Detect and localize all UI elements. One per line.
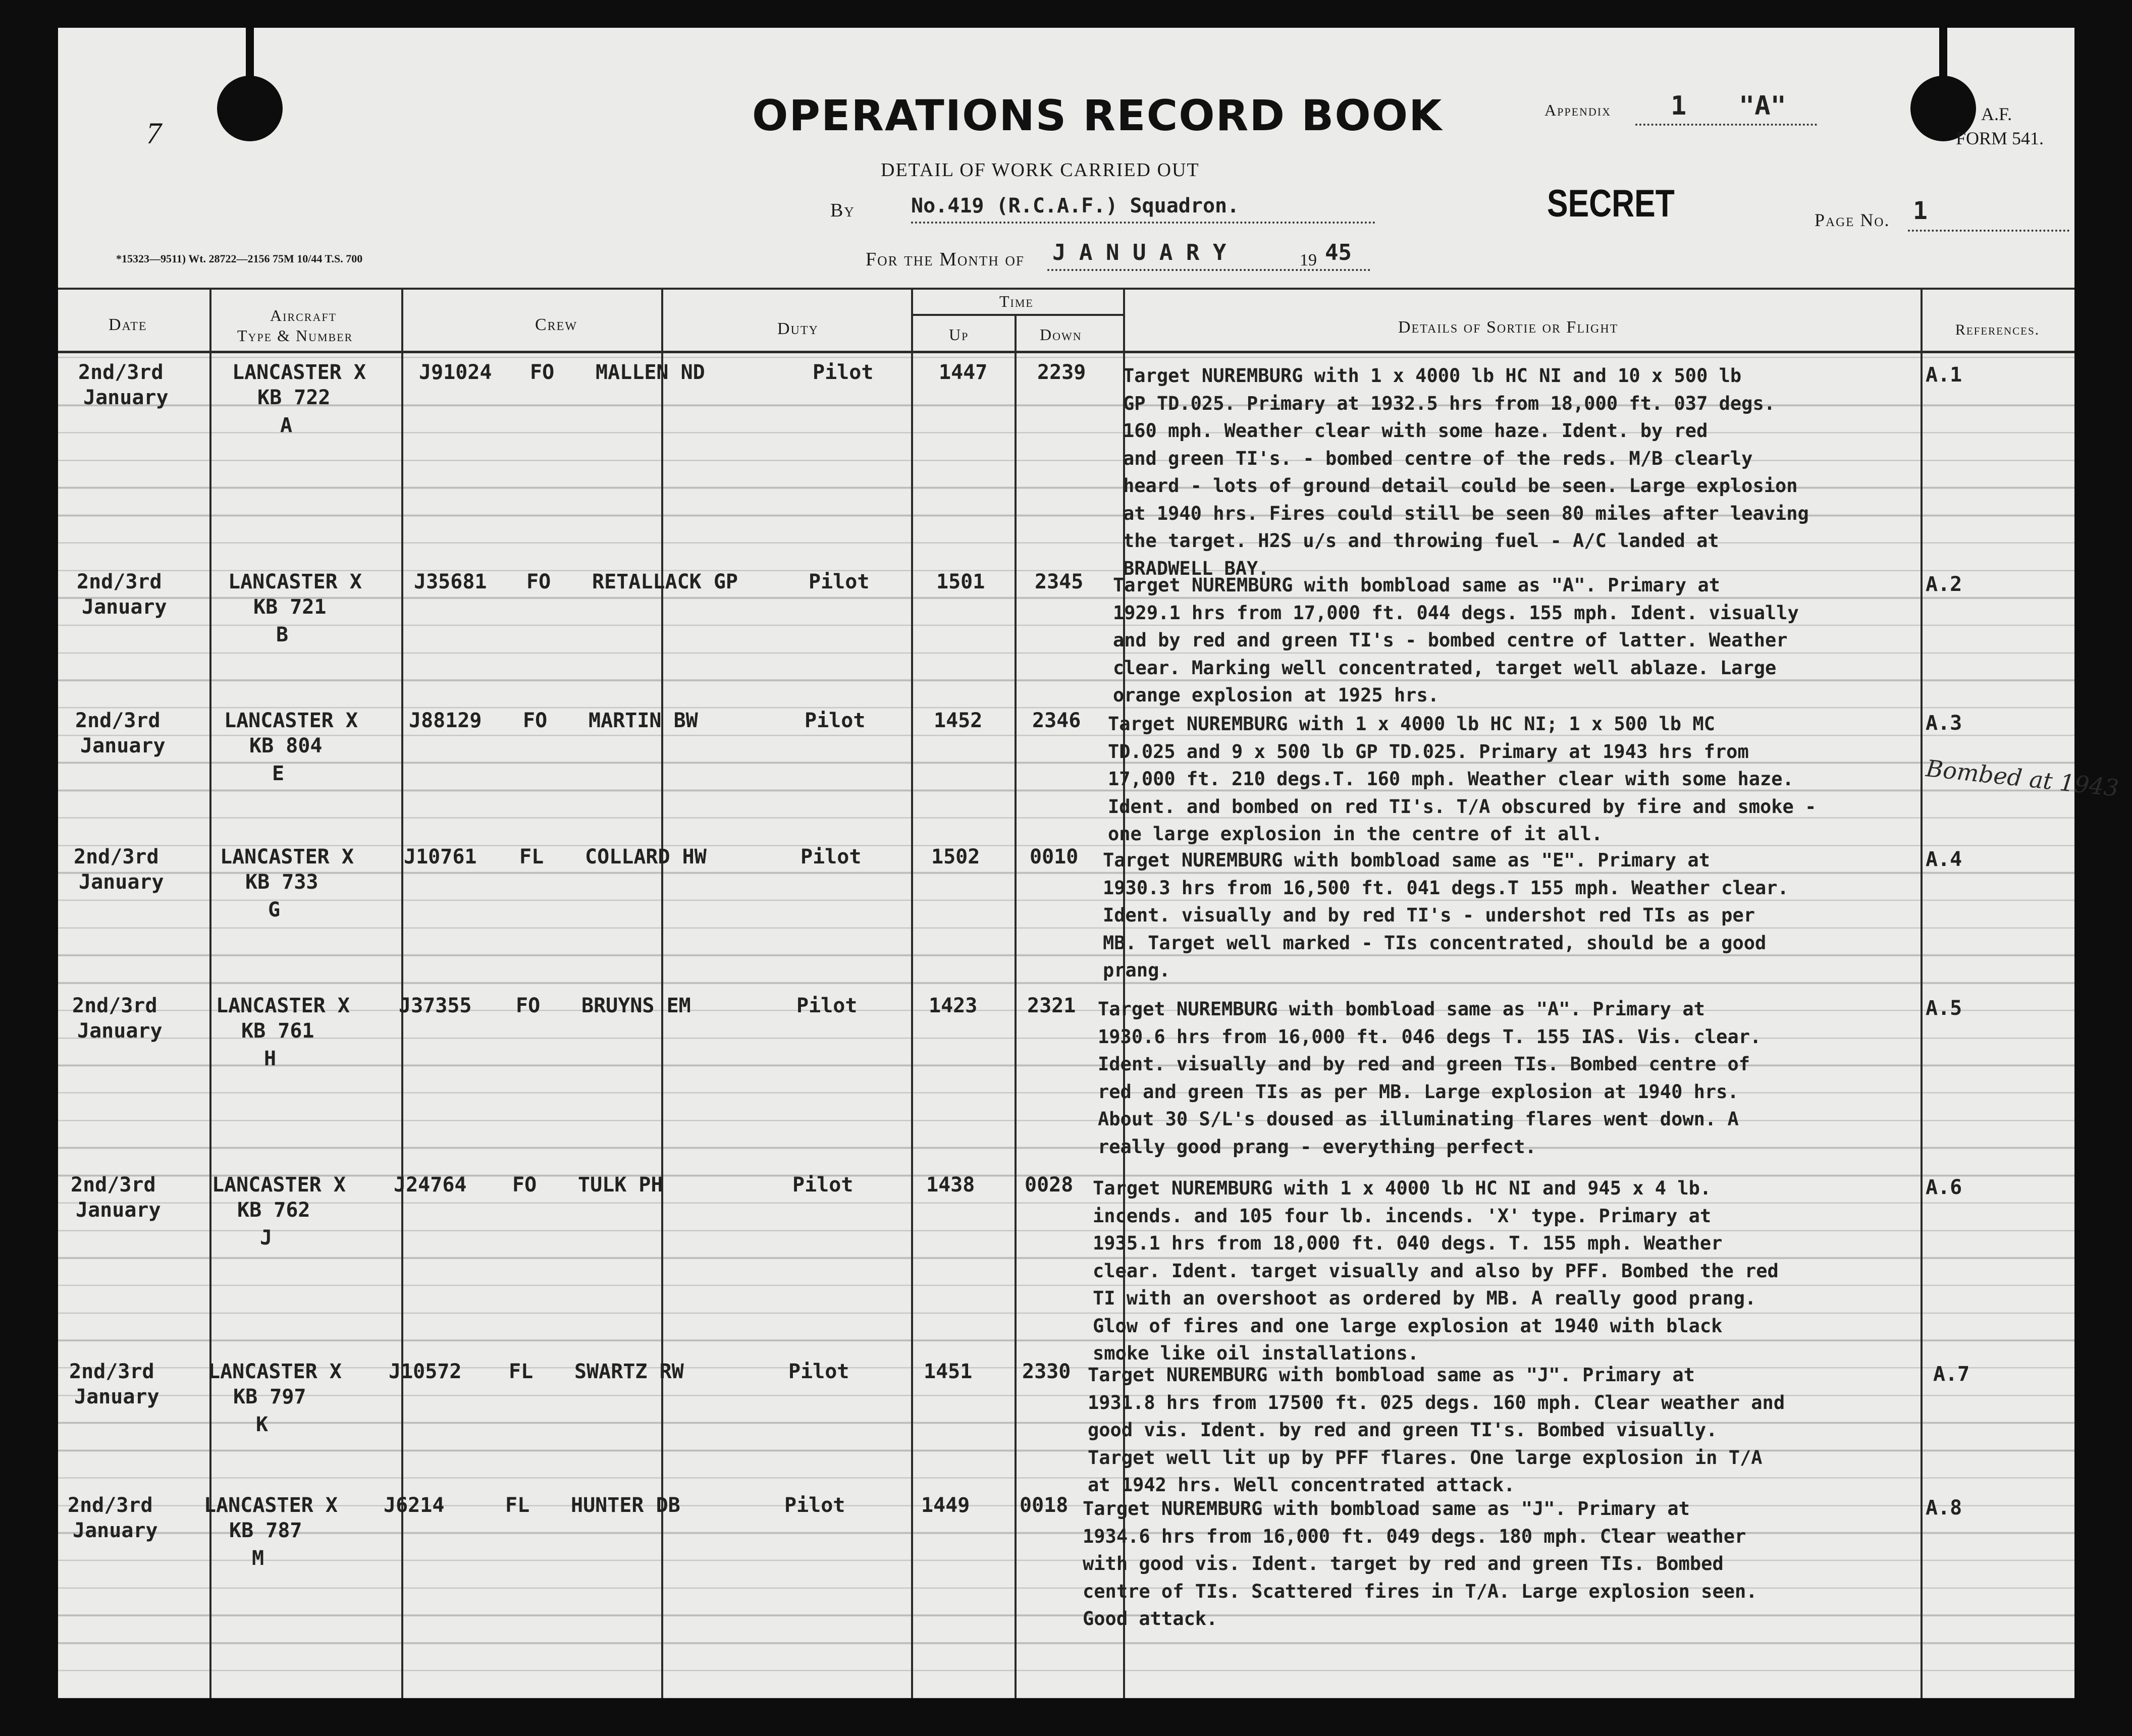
aircraft-letter: B bbox=[276, 623, 289, 646]
appendix-label: Appendix bbox=[1544, 101, 1612, 119]
appendix-value: 1 bbox=[1671, 91, 1687, 121]
crew-name: COLLARD HW bbox=[585, 845, 707, 869]
sortie-details-line: at 1942 hrs. Well concentrated attack. bbox=[1088, 1474, 1515, 1496]
secret-stamp: SECRET bbox=[1547, 182, 1675, 225]
sortie-details-line: really good prang - everything perfect. bbox=[1098, 1135, 1536, 1158]
sortie-details-line: heard - lots of ground detail could be seen. Large explosion bbox=[1123, 475, 1798, 497]
crew-name: MARTIN BW bbox=[589, 709, 698, 732]
time-up: 1449 bbox=[921, 1494, 970, 1517]
corner-mark: 7 bbox=[146, 117, 162, 150]
sortie-details-line: MB. Target well marked - TIs concentrated, should be a good bbox=[1103, 932, 1767, 954]
sortie-details bbox=[1103, 847, 1910, 985]
handwritten-note: Bombed at 1943 bbox=[1925, 754, 2120, 802]
duty: Pilot bbox=[792, 1173, 854, 1197]
reference: A.5 bbox=[1926, 997, 1962, 1020]
sortie-details bbox=[1108, 711, 1915, 848]
appendix-line bbox=[1635, 124, 1817, 126]
aircraft-type: LANCASTER X bbox=[212, 1173, 346, 1197]
duty: Pilot bbox=[788, 1360, 849, 1383]
sortie-details-line: Target NUREMBURG with bombload same as "E". Primary at bbox=[1103, 849, 1710, 871]
sortie-details bbox=[1083, 1495, 1890, 1633]
sortie-details-line: 1934.6 hrs from 16,000 ft. 049 degs. 180 mph. Clear weather bbox=[1083, 1525, 1746, 1547]
sortie-details-line: Glow of fires and one large explosion at 1940 with black bbox=[1093, 1315, 1723, 1337]
aircraft-type: LANCASTER X bbox=[232, 361, 366, 384]
aircraft-letter: J bbox=[260, 1226, 273, 1250]
time-up: 1501 bbox=[936, 570, 985, 593]
month-label: For the Month of bbox=[866, 249, 1025, 270]
col-header-aircraft-2: Type & Number bbox=[237, 327, 353, 345]
aircraft-number: KB 733 bbox=[245, 871, 318, 894]
sortie-details-line: About 30 S/L's doused as illuminating flares went down. A bbox=[1098, 1108, 1739, 1130]
aircraft-type: LANCASTER X bbox=[220, 845, 354, 869]
col-border-duty bbox=[911, 288, 913, 1698]
sortie-details-line: Target NUREMBURG with bombload same as "A". Primary at bbox=[1098, 998, 1705, 1020]
time-down: 0010 bbox=[1030, 845, 1079, 869]
sortie-details-line: 1930.6 hrs from 16,000 ft. 046 degs T. 155 IAS. Vis. clear. bbox=[1098, 1025, 1762, 1048]
squadron-name: No.419 (R.C.A.F.) Squadron. bbox=[911, 194, 1240, 218]
aircraft-number: KB 721 bbox=[253, 595, 327, 619]
sortie-details-line: 17,000 ft. 210 degs.T. 160 mph. Weather clear with some haze. bbox=[1108, 768, 1794, 790]
aircraft-letter: A bbox=[280, 414, 293, 437]
sortie-details-line: BRADWELL BAY. bbox=[1123, 557, 1269, 579]
sortie-details-line: and by red and green TI's - bombed centre of latter. Weather bbox=[1113, 629, 1788, 651]
col-header-crew: Crew bbox=[535, 315, 577, 334]
crew-rank: FO bbox=[530, 361, 555, 384]
aircraft-type: LANCASTER X bbox=[208, 1360, 342, 1383]
sortie-details-line: orange explosion at 1925 hrs. bbox=[1113, 684, 1440, 706]
crew-rank: FL bbox=[519, 845, 544, 869]
duty: Pilot bbox=[784, 1494, 845, 1517]
page-subtitle: DETAIL OF WORK CARRIED OUT bbox=[881, 159, 1200, 181]
sortie-details-line: prang. bbox=[1103, 959, 1170, 981]
crew-name: HUNTER DB bbox=[571, 1494, 680, 1517]
sortie-details-line: Target NUREMBURG with 1 x 4000 lb HC NI and 945 x 4 lb. bbox=[1093, 1177, 1712, 1199]
month-value: J A N U A R Y bbox=[1052, 240, 1227, 265]
record-date-line-1: 2nd/3rd bbox=[71, 1173, 156, 1197]
sortie-details-line: red and green TIs as per MB. Large explosion at 1940 hrs. bbox=[1098, 1080, 1739, 1103]
time-subheader-border bbox=[911, 314, 1123, 316]
month-line bbox=[1047, 269, 1370, 271]
table-top-border bbox=[58, 288, 2074, 290]
record-date-line-2: January bbox=[77, 1019, 163, 1043]
page-no-label: Page No. bbox=[1815, 210, 1890, 230]
header-band bbox=[58, 28, 2074, 351]
form-line-2: FORM 541. bbox=[1956, 128, 2044, 148]
sortie-details-line: Target NUREMBURG with bombload same as "A". Primary at bbox=[1113, 574, 1720, 596]
time-down: 2330 bbox=[1022, 1360, 1071, 1383]
page-no-line bbox=[1908, 230, 2069, 232]
record-date-line-1: 2nd/3rd bbox=[72, 994, 157, 1017]
crew-service-number: J24764 bbox=[394, 1173, 467, 1197]
record-date-line-2: January bbox=[74, 1385, 159, 1408]
sortie-details-line: and green TI's. - bombed centre of the reds. M/B clearly bbox=[1123, 447, 1753, 469]
sortie-details-line: Target NUREMBURG with 1 x 4000 lb HC NI and 10 x 500 lb bbox=[1123, 365, 1742, 387]
sortie-details-line: centre of TIs. Scattered fires in T/A. Large explosion seen. bbox=[1083, 1580, 1757, 1602]
aircraft-number: KB 761 bbox=[241, 1019, 314, 1043]
sortie-details-line: one large explosion in the centre of it all. bbox=[1108, 823, 1603, 845]
record-date-line-2: January bbox=[76, 1199, 161, 1222]
page-no-value: 1 bbox=[1913, 197, 1928, 225]
time-down: 0018 bbox=[1020, 1494, 1069, 1517]
time-up: 1451 bbox=[924, 1360, 973, 1383]
aircraft-type: LANCASTER X bbox=[216, 994, 350, 1017]
crew-rank: FO bbox=[516, 994, 541, 1017]
col-header-duty: Duty bbox=[777, 319, 819, 338]
sortie-details-line: 1935.1 hrs from 18,000 ft. 040 degs. T. 155 mph. Weather bbox=[1093, 1232, 1723, 1254]
col-header-references: References. bbox=[1955, 321, 2040, 338]
col-border-crew bbox=[661, 288, 663, 1698]
col-header-details: Details of Sortie or Flight bbox=[1398, 318, 1619, 337]
col-header-aircraft-1: Aircraft bbox=[270, 306, 337, 324]
sortie-details-line: Target well lit up by PFF flares. One large explosion in T/A bbox=[1088, 1446, 1763, 1469]
crew-service-number: J10572 bbox=[389, 1360, 462, 1383]
time-down: 2321 bbox=[1027, 994, 1076, 1017]
sortie-details-line: TI with an overshoot as ordered by MB. A really good prang. bbox=[1093, 1287, 1756, 1309]
sortie-details-line: Target NUREMBURG with 1 x 4000 lb HC NI; 1 x 500 lb MC bbox=[1108, 713, 1715, 735]
sortie-details-line: 1931.8 hrs from 17500 ft. 025 degs. 160 mph. Clear weather and bbox=[1088, 1391, 1785, 1414]
page-title: OPERATIONS RECORD BOOK bbox=[752, 91, 1443, 140]
duty: Pilot bbox=[801, 845, 862, 869]
reference: A.3 bbox=[1926, 712, 1962, 735]
record-date-line-2: January bbox=[82, 595, 167, 619]
aircraft-type: LANCASTER X bbox=[224, 709, 358, 732]
crew-name: BRUYNS EM bbox=[581, 994, 691, 1017]
reference: A.4 bbox=[1926, 848, 1962, 871]
time-down: 2346 bbox=[1032, 709, 1081, 732]
aircraft-number: KB 787 bbox=[229, 1519, 302, 1542]
sortie-details-line: Target NUREMBURG with bombload same as "J". Primary at bbox=[1088, 1364, 1695, 1386]
reference: A.2 bbox=[1926, 573, 1962, 596]
crew-name: TULK PH bbox=[578, 1173, 663, 1197]
crew-name: SWARTZ RW bbox=[574, 1360, 684, 1383]
record-date-line-2: January bbox=[73, 1519, 158, 1542]
crew-service-number: J91024 bbox=[419, 361, 492, 384]
record-date-line-1: 2nd/3rd bbox=[74, 845, 159, 869]
punch-hole-left bbox=[217, 76, 283, 141]
record-date-line-1: 2nd/3rd bbox=[77, 570, 162, 593]
by-label: By bbox=[830, 200, 855, 221]
form-line-1: A.F. bbox=[1981, 104, 2012, 124]
year-suffix: 45 bbox=[1325, 240, 1352, 265]
time-down: 2345 bbox=[1035, 570, 1084, 593]
binding-string-right bbox=[1939, 28, 1947, 83]
crew-rank: FO bbox=[512, 1173, 537, 1197]
record-date-line-2: January bbox=[80, 734, 166, 757]
crew-service-number: J6214 bbox=[384, 1494, 445, 1517]
time-down: 0028 bbox=[1025, 1173, 1074, 1197]
sortie-details-line: good vis. Ident. by red and green TI's. Bombed visually. bbox=[1088, 1419, 1718, 1441]
time-down: 2239 bbox=[1037, 361, 1086, 384]
sortie-details-line: GP TD.025. Primary at 1932.5 hrs from 18,000 ft. 037 degs. bbox=[1123, 392, 1776, 414]
reference: A.8 bbox=[1926, 1496, 1962, 1520]
crew-service-number: J10761 bbox=[404, 845, 477, 869]
crew-service-number: J88129 bbox=[409, 709, 482, 732]
record-date-line-2: January bbox=[83, 386, 169, 409]
col-header-date: Date bbox=[109, 315, 147, 334]
sortie-details-line: TD.025 and 9 x 500 lb GP TD.025. Primary at 1943 hrs from bbox=[1108, 740, 1749, 763]
sortie-details-line: Ident. visually and by red TI's - undershot red TIs as per bbox=[1103, 904, 1755, 926]
aircraft-number: KB 722 bbox=[257, 386, 331, 409]
crew-name: MALLEN ND bbox=[596, 361, 705, 384]
aircraft-number: KB 762 bbox=[237, 1199, 310, 1222]
sortie-details-line: Ident. and bombed on red TI's. T/A obscured by fire and smoke - bbox=[1108, 795, 1817, 818]
crew-rank: FL bbox=[509, 1360, 534, 1383]
year-prefix: 19 bbox=[1300, 251, 1317, 269]
crew-service-number: J35681 bbox=[414, 570, 487, 593]
duty: Pilot bbox=[813, 361, 874, 384]
sortie-details-line: clear. Marking well concentrated, target well ablaze. Large bbox=[1113, 657, 1777, 679]
crew-service-number: J37355 bbox=[399, 994, 472, 1017]
record-sheet bbox=[58, 28, 2120, 1698]
aircraft-number: KB 797 bbox=[233, 1385, 306, 1408]
crew-rank: FO bbox=[526, 570, 551, 593]
squadron-line bbox=[911, 222, 1375, 224]
record-date-line-1: 2nd/3rd bbox=[78, 361, 164, 384]
sortie-details-line: 160 mph. Weather clear with some haze. Ident. by red bbox=[1123, 420, 1708, 442]
col-header-time: Time bbox=[999, 292, 1034, 310]
col-border-aircraft bbox=[401, 288, 403, 1698]
time-up: 1452 bbox=[934, 709, 983, 732]
aircraft-letter: E bbox=[272, 762, 285, 785]
duty: Pilot bbox=[809, 570, 870, 593]
reference: A.1 bbox=[1926, 363, 1962, 387]
sortie-details-line: Good attack. bbox=[1083, 1608, 1218, 1630]
sortie-details bbox=[1123, 362, 1931, 582]
binding-string-left bbox=[246, 28, 254, 83]
record-date-line-1: 2nd/3rd bbox=[69, 1360, 154, 1383]
reference: A.6 bbox=[1926, 1176, 1962, 1199]
record-date-line-1: 2nd/3rd bbox=[68, 1494, 153, 1517]
aircraft-letter: K bbox=[256, 1413, 269, 1436]
reference: A.7 bbox=[1933, 1363, 1970, 1386]
crew-rank: FO bbox=[523, 709, 548, 732]
sortie-details-line: 1929.1 hrs from 17,000 ft. 044 degs. 155 mph. Ident. visually bbox=[1113, 602, 1799, 624]
crew-name: RETALLACK GP bbox=[592, 570, 738, 593]
appendix-letter: "A" bbox=[1739, 91, 1786, 121]
sortie-details bbox=[1098, 996, 1905, 1161]
col-border-date bbox=[209, 288, 211, 1698]
sortie-details bbox=[1088, 1362, 1895, 1499]
sortie-details-line: Ident. visually and by red and green TIs. Bombed centre of bbox=[1098, 1053, 1750, 1075]
sortie-details bbox=[1093, 1175, 1900, 1368]
duty: Pilot bbox=[805, 709, 866, 732]
time-up: 1438 bbox=[926, 1173, 975, 1197]
duty: Pilot bbox=[796, 994, 858, 1017]
header-bottom-border bbox=[58, 351, 2074, 353]
time-up: 1502 bbox=[931, 845, 980, 869]
aircraft-letter: H bbox=[264, 1047, 277, 1070]
sortie-details-line: Target NUREMBURG with bombload same as "J". Primary at bbox=[1083, 1498, 1690, 1520]
aircraft-letter: M bbox=[252, 1547, 264, 1570]
aircraft-type: LANCASTER X bbox=[228, 570, 362, 593]
col-header-up: Up bbox=[949, 326, 969, 344]
sortie-details bbox=[1113, 572, 1921, 710]
sortie-details-line: incends. and 105 four lb. incends. 'X' type. Primary at bbox=[1093, 1205, 1712, 1227]
aircraft-type: LANCASTER X bbox=[204, 1494, 338, 1517]
time-up: 1447 bbox=[939, 361, 988, 384]
sortie-details-line: 1930.3 hrs from 16,500 ft. 041 degs.T 155 mph. Weather clear. bbox=[1103, 877, 1789, 899]
sortie-details-line: the target. H2S u/s and throwing fuel - A/C landed at bbox=[1123, 530, 1719, 552]
aircraft-number: KB 804 bbox=[249, 734, 323, 757]
sortie-details-line: with good vis. Ident. target by red and green TIs. Bombed bbox=[1083, 1553, 1724, 1575]
sortie-details-line: smoke like oil installations. bbox=[1093, 1342, 1419, 1364]
col-border-up bbox=[1015, 314, 1017, 1698]
record-date-line-1: 2nd/3rd bbox=[75, 709, 161, 732]
print-code: *15323—9511) Wt. 28722—2156 75M 10/44 T.S. 700 bbox=[116, 252, 363, 265]
sortie-details-line: clear. Ident. target visually and also by PFF. Bombed the red bbox=[1093, 1260, 1779, 1282]
time-up: 1423 bbox=[929, 994, 978, 1017]
aircraft-letter: G bbox=[268, 898, 281, 921]
col-header-down: Down bbox=[1040, 326, 1082, 344]
record-date-line-2: January bbox=[79, 871, 164, 894]
sortie-details-line: at 1940 hrs. Fires could still be seen 80 miles after leaving bbox=[1123, 502, 1809, 524]
crew-rank: FL bbox=[505, 1494, 530, 1517]
